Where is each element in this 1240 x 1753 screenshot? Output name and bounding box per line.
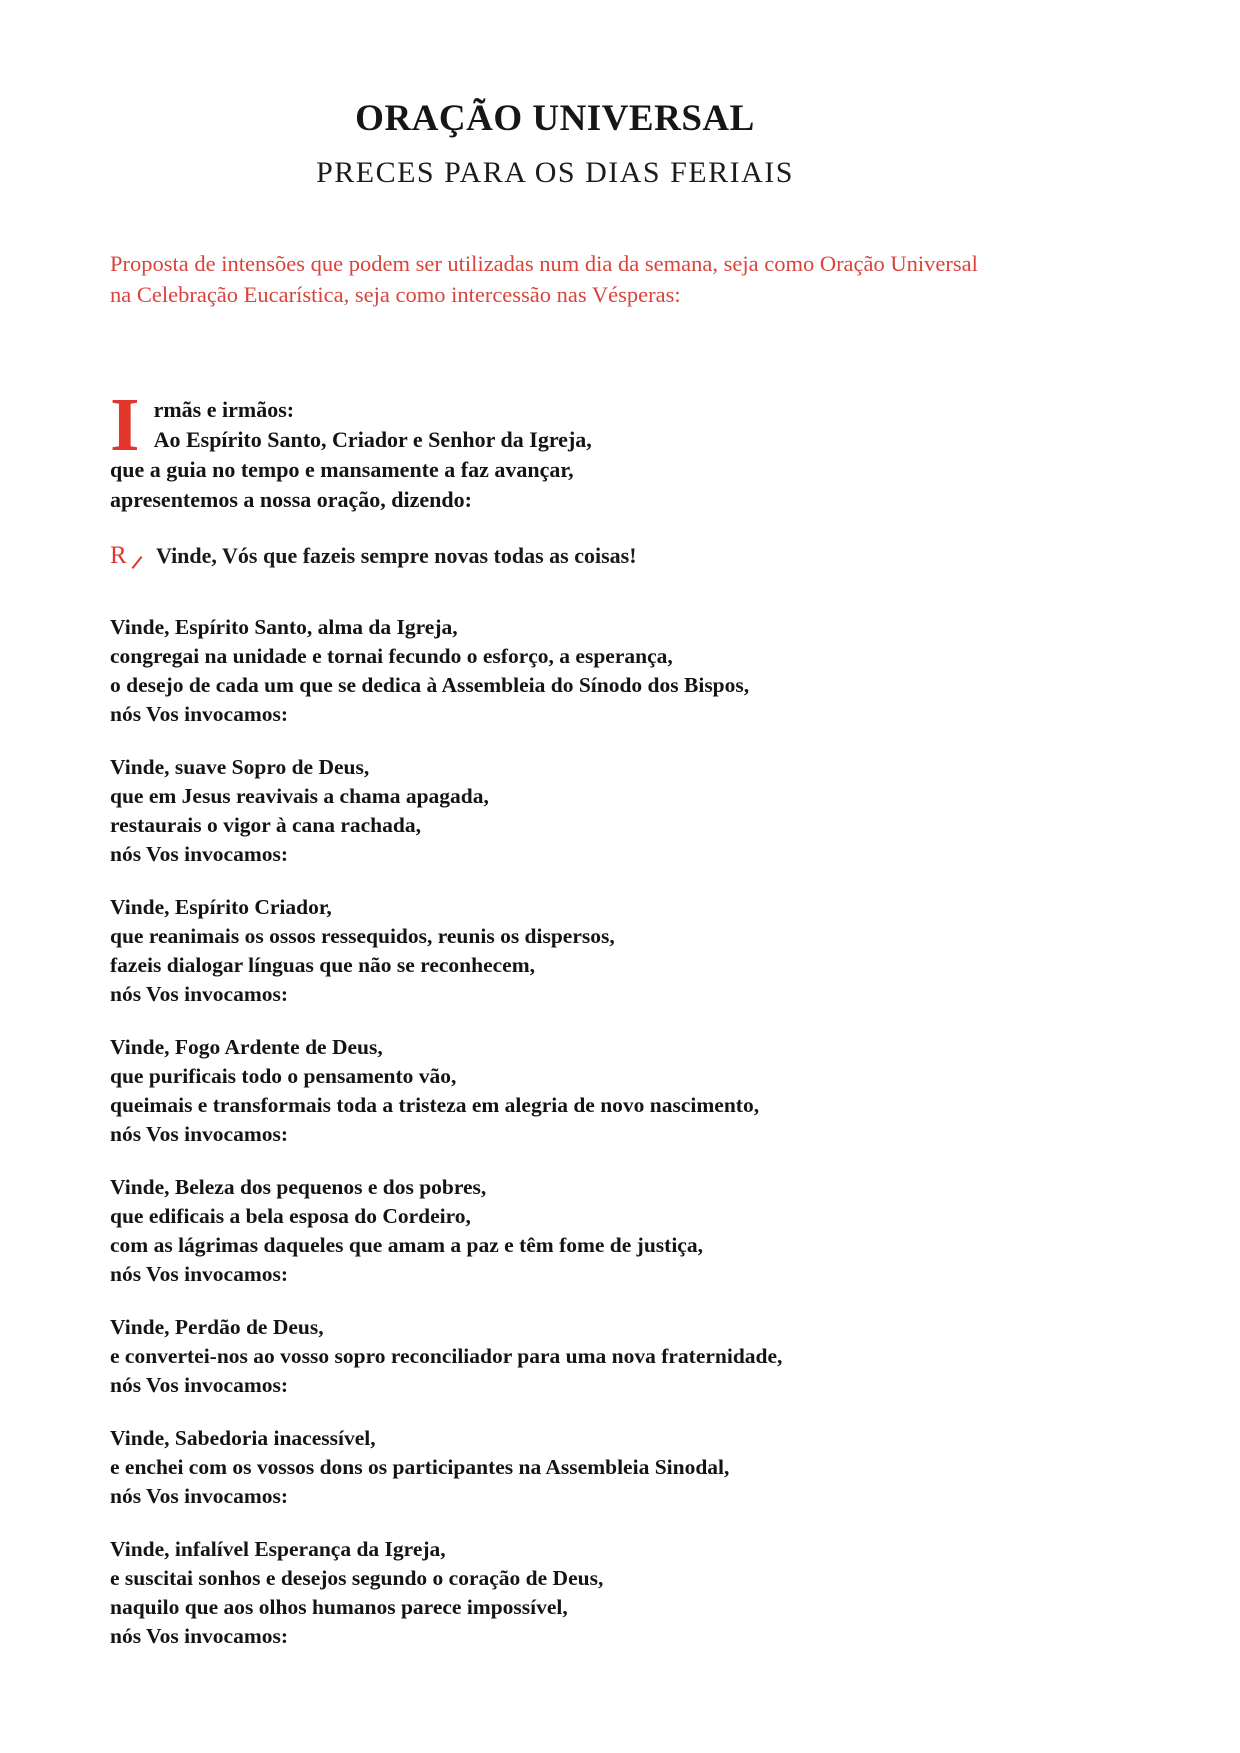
response-icon-letter: R [110,542,127,569]
response-line [110,541,1000,571]
response-icon [110,541,140,571]
intro-note: Proposta de intensões que podem ser utilizadas num dia da semana, seja como Oração Universal na Celebração Eucarística, seja como intercessão nas Vésperas: [110,251,978,307]
stanza-list [110,613,1000,1651]
response-icon-slash [132,556,143,569]
stanza: Vinde, suave Sopro de Deus, que em Jesus reavivais a chama apagada, restaurais o vigor à cana rachada, nós Vos invocamos: [110,755,489,866]
stanza: Vinde, infalível Esperança da Igreja, e suscitai sonhos e desejos segundo o coração de Deus, naquilo que aos olhos humanos parece impossível, nós Vos invocamos: [110,1537,604,1648]
response-text: Vinde, Vós que fazeis sempre novas todas as coisas! [156,543,637,568]
stanza: Vinde, Espírito Santo, alma da Igreja, congregai na unidade e tornai fecundo o esforço, a esperança, o desejo de cada um que se dedica à Assembleia do Sínodo dos Bispos, nós Vos invocamos: [110,615,750,726]
stanza: Vinde, Beleza dos pequenos e dos pobres, que edificais a bela esposa do Cordeiro, com as lágrimas daqueles que amam a paz e têm fome de justiça, nós Vos invocamos: [110,1175,703,1286]
stanza: Vinde, Espírito Criador, que reanimais os ossos ressequidos, reunis os dispersos, fazeis dialogar línguas que não se reconhecem, nós Vos invocamos: [110,895,615,1006]
page-subtitle: PRECES PARA OS DIAS FERIAIS [316,156,794,189]
dropcap-letter: I [110,383,140,467]
stanza: Vinde, Fogo Ardente de Deus, que purificais todo o pensamento vão, queimais e transformais toda a tristeza em alegria de novo nascimento, nós Vos invocamos: [110,1035,760,1146]
stanza: Vinde, Sabedoria inacessível, e enchei com os vossos dons os participantes na Assembleia Sinodal, nós Vos invocamos: [110,1426,730,1508]
page-title: ORAÇÃO UNIVERSAL [355,98,755,139]
invitation-paragraph [110,383,1000,515]
stanza: Vinde, Perdão de Deus, e convertei-nos ao vosso sopro reconciliador para uma nova fraternidade, nós Vos invocamos: [110,1315,783,1397]
invitation-text: rmãs e irmãos: Ao Espírito Santo, Criador e Senhor da Igreja, que a guia no tempo e mansamente a faz avançar, apresentemos a nossa oração, dizendo: [110,397,592,512]
